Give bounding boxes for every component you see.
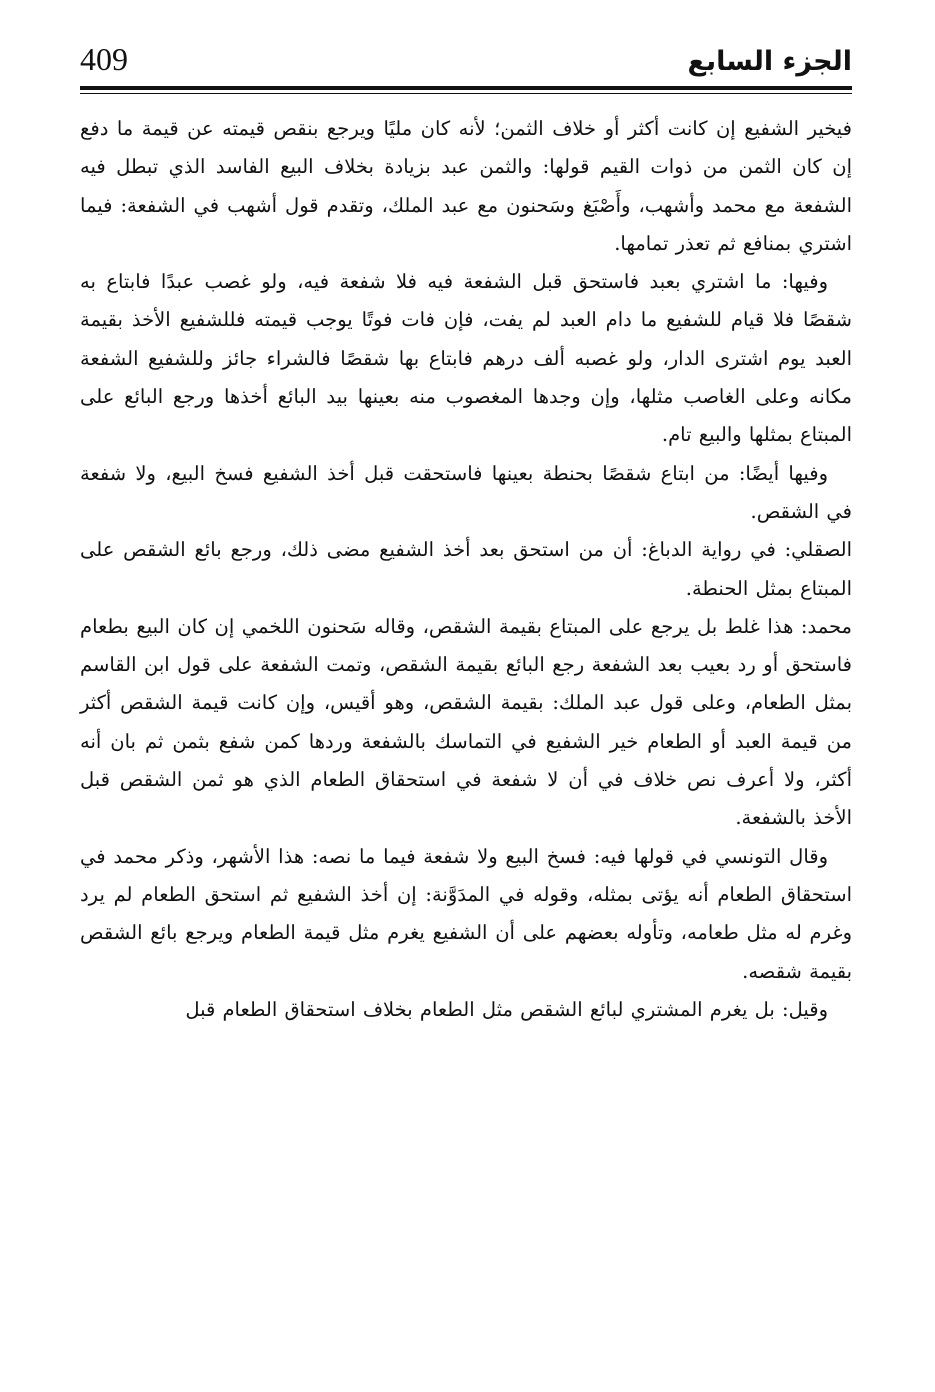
page-header bbox=[80, 40, 852, 88]
paragraph-3: وفيها أيضًا: من ابتاع شقصًا بحنطة بعينها فاستحقت قبل أخذ الشفيع فسخ البيع، ولا شفعة في الشقص. bbox=[80, 461, 852, 523]
book-page bbox=[80, 40, 852, 1370]
body-text bbox=[80, 110, 852, 1029]
running-title: الجزء السابع bbox=[687, 46, 852, 77]
paragraph-2: وفيها: ما اشتري بعبد فاستحق قبل الشفعة فيه فلا شفعة فيه، ولو غصب عبدًا فابتاع به شقصًا فلا قيام للشفيع ما دام العبد لم يفت، فإن فات فوتًا يوجب قيمته فللشفيع الأخذ بقيمة العبد يوم اشترى الدار، ولو غصبه ألف درهم فابتاع بها شقصًا فالشراء جائز وللشفيع الشفعة مكانه وعلى الغاصب مثلها، وإن وجدها المغصوب منه بعينها بيد البائع أخذها ورجع البائع على المبتاع بمثلها والبيع تام. bbox=[80, 270, 852, 447]
header-rule-thin bbox=[80, 93, 852, 94]
page-number: 409 bbox=[80, 41, 128, 77]
header-rule-thick bbox=[80, 86, 852, 90]
paragraph-7: وقيل: بل يغرم المشتري لبائع الشقص مثل الطعام بخلاف استحقاق الطعام قبل bbox=[185, 997, 828, 1021]
paragraph-5: محمد: هذا غلط بل يرجع على المبتاع بقيمة الشقص، وقاله سَحنون اللخمي إن كان البيع بطعام فاستحق أو رد بعيب بعد الشفعة رجع البائع بقيمة الشقص، وتمت الشفعة على قول ابن القاسم بمثل الطعام، وعلى قول عبد الملك: بقيمة الشقص، وهو أقيس، وإن كانت قيمة الشقص أكثر من قيمة العبد أو الطعام خير الشفيع في التماسك بالشفعة وردها كمن شفع بثمن ثم بان أنه أكثر، ولا أعرف نص خلاف في أن لا شفعة في استحقاق الطعام الذي هو ثمن الشقص قبل الأخذ بالشفعة. bbox=[80, 614, 852, 830]
paragraph-6: وقال التونسي في قولها فيه: فسخ البيع ولا شفعة فيما ما نصه: هذا الأشهر، وذكر محمد في استحقاق الطعام أنه يؤتى بمثله، وقوله في المدَوَّنة: إن أخذ الشفيع ثم استحق الطعام لم يرد وغرم له مثل طعامه، وتأوله بعضهم على أن الشفيع يغرم مثل قيمة الطعام ويرجع بائع الشقص بقيمة شقصه. bbox=[80, 844, 852, 983]
paragraph-4: الصقلي: في رواية الدباغ: أن من استحق بعد أخذ الشفيع مضى ذلك، ورجع بائع الشقص على المبتاع بمثل الحنطة. bbox=[80, 538, 852, 600]
paragraph-1: فيخير الشفيع إن كانت أكثر أو خلاف الثمن؛ لأنه كان مليًا ويرجع بنقص قيمته عن قيمة ما دفع إن كان الثمن من ذوات القيم قولها: والثمن عبد بزيادة بخلاف البيع الفاسد الذي تبطل فيه الشفعة مع محمد وأشهب، وأَصْبَغ وسَحنون مع عبد الملك، وتقدم قول أشهب في الشفعة: فيما اشتري بمنافع ثم تعذر تمامها. bbox=[80, 117, 852, 255]
